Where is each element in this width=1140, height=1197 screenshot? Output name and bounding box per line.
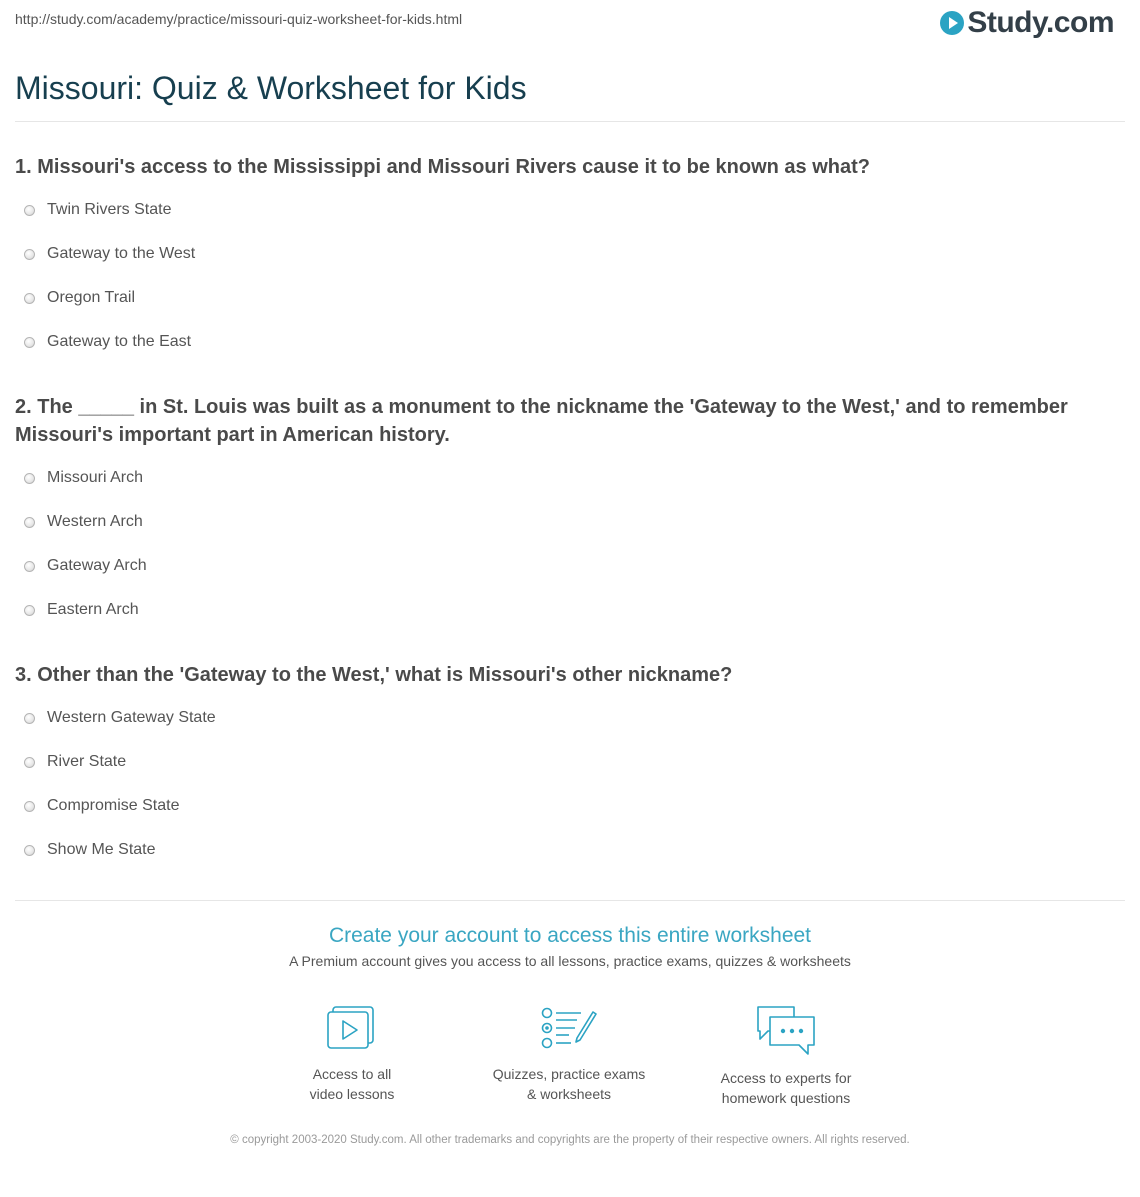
feature-line: video lessons	[309, 1086, 395, 1102]
answer-label: Show Me State	[47, 841, 156, 858]
answer-option[interactable]	[24, 794, 180, 818]
feature-line: & worksheets	[526, 1086, 612, 1102]
answer-label: Twin Rivers State	[47, 201, 172, 218]
page-title: Missouri: Quiz & Worksheet for Kids	[15, 70, 527, 106]
radio-button[interactable]	[24, 205, 35, 216]
feature-line: Access to experts for	[720, 1070, 852, 1086]
answer-label: Western Arch	[47, 513, 143, 530]
answer-label: Eastern Arch	[47, 601, 139, 618]
title-divider	[15, 121, 1125, 122]
radio-button[interactable]	[24, 757, 35, 768]
radio-button[interactable]	[24, 713, 35, 724]
quiz-checklist-icon	[541, 1004, 597, 1052]
answer-option[interactable]	[24, 466, 143, 490]
answer-option[interactable]	[24, 330, 191, 354]
video-lessons-icon	[325, 1004, 379, 1052]
answer-label: Oregon Trail	[47, 289, 136, 306]
radio-button[interactable]	[24, 561, 35, 572]
answer-label: Gateway to the West	[47, 245, 196, 262]
section-divider	[15, 900, 1125, 901]
answer-option[interactable]	[24, 750, 126, 774]
cta-title[interactable]: Create your account to access this entire worksheet	[328, 924, 812, 947]
question-3: 3. Other than the 'Gateway to the West,' what is Missouri's other nickname?	[15, 664, 733, 686]
question-1: 1. Missouri's access to the Mississippi and Missouri Rivers cause it to be known as what?	[15, 156, 871, 178]
answer-label: River State	[47, 753, 127, 770]
logo-text: Study.com	[967, 6, 1114, 39]
answer-option[interactable]	[24, 510, 143, 534]
radio-button[interactable]	[24, 473, 35, 484]
feature-experts	[686, 1004, 886, 1108]
radio-button[interactable]	[24, 293, 35, 304]
feature-quizzes	[469, 1004, 669, 1104]
feature-line: Access to all	[312, 1066, 392, 1082]
radio-button[interactable]	[24, 517, 35, 528]
answer-label: Compromise State	[47, 797, 180, 814]
play-icon	[940, 11, 964, 35]
answer-option[interactable]	[24, 838, 156, 862]
answer-label: Gateway to the East	[47, 333, 192, 350]
radio-button[interactable]	[24, 605, 35, 616]
answer-option[interactable]	[24, 286, 135, 310]
feature-line: Quizzes, practice exams	[492, 1066, 646, 1082]
copyright-text: © copyright 2003-2020 Study.com. All other trademarks and copyrights are the property of their respective owners. All rights reserved.	[230, 1134, 910, 1146]
study-logo[interactable]	[940, 6, 1114, 40]
feature-video-lessons	[252, 1004, 452, 1104]
question-2: 2. The _____ in St. Louis was built as a monument to the nickname the 'Gateway to the West,' and to remember Missouri's important part in American history.	[15, 396, 1068, 446]
answer-option[interactable]	[24, 598, 139, 622]
answer-option[interactable]	[24, 554, 147, 578]
radio-button[interactable]	[24, 337, 35, 348]
cta-subtitle: A Premium account gives you access to all lessons, practice exams, quizzes & worksheets	[289, 953, 851, 969]
answer-label: Gateway Arch	[47, 557, 147, 574]
answer-label: Missouri Arch	[47, 469, 144, 486]
answer-option[interactable]	[24, 242, 195, 266]
radio-button[interactable]	[24, 249, 35, 260]
radio-button[interactable]	[24, 845, 35, 856]
page-url: http://study.com/academy/practice/missouri-quiz-worksheet-for-kids.html	[15, 11, 463, 27]
chat-bubbles-icon	[754, 1004, 818, 1056]
feature-line: homework questions	[721, 1090, 851, 1106]
answer-option[interactable]	[24, 198, 171, 222]
answer-label: Western Gateway State	[47, 709, 216, 726]
answer-option[interactable]	[24, 706, 216, 730]
radio-button[interactable]	[24, 801, 35, 812]
